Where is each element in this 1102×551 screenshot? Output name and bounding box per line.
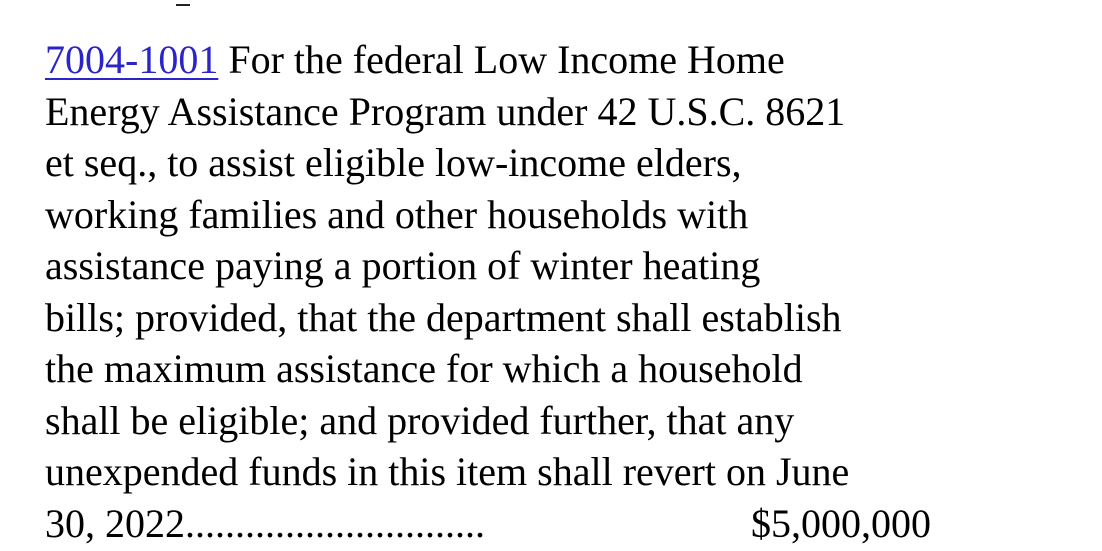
paragraph-line-7: the maximum assistance for which a household (45, 346, 803, 391)
appropriation-amount: $5,000,000 (751, 500, 931, 546)
paragraph-line-6: bills; provided, that the department shall establish (45, 294, 842, 340)
paragraph-line-4: working families and other households with (45, 191, 749, 237)
paragraph-line-1 (45, 34, 1045, 86)
paragraph-line-8: shall be eligible; and provided further, that any (45, 397, 795, 443)
paragraph-line-9: unexpended funds in this item shall revert on June (45, 449, 850, 494)
paragraph-line-3: et seq., to assist eligible low-income elders, (45, 140, 742, 185)
date-with-leader-dots: 30, 2022.............................. (45, 500, 485, 546)
previous-text-fragment (176, 0, 190, 6)
paragraph-line-10 (45, 498, 1045, 550)
line-item-paragraph (45, 34, 1045, 549)
line-item-number-link[interactable]: 7004-1001 (45, 37, 219, 82)
paragraph-line-5: assistance paying a portion of winter heating (45, 243, 761, 288)
paragraph-text-1: For the federal Low Income Home (218, 37, 785, 82)
paragraph-line-2: Energy Assistance Program under 42 U.S.C. 8621 (45, 88, 846, 134)
